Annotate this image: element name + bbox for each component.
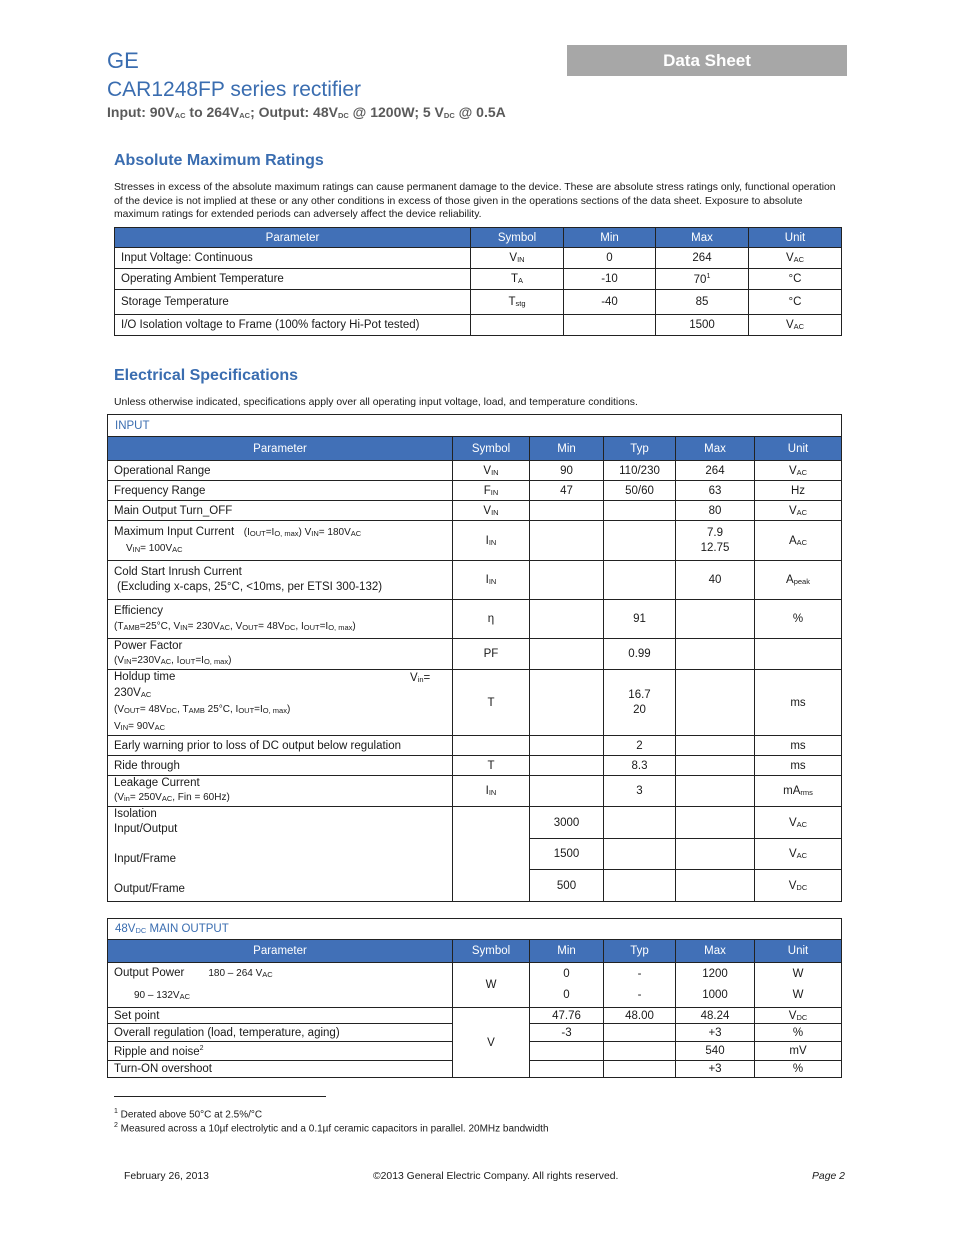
amr-table [114, 227, 842, 336]
cell-unit: $mA_{rms}$ [755, 776, 842, 807]
cell-typ [604, 1061, 676, 1078]
cell-max [676, 756, 755, 776]
table-row [108, 600, 842, 639]
cell-param: Storage Temperature [115, 290, 471, 315]
cell-symbol [453, 807, 530, 902]
table-row [108, 807, 842, 839]
cell-param: I/O Isolation voltage to Frame (100% factory Hi-Pot tested) [115, 315, 471, 336]
cell-typ [604, 870, 676, 902]
footnote-1: $^1$ Derated above 50°C at 2.5%/°C [114, 1108, 263, 1121]
cell-unit: % [755, 1061, 842, 1078]
input-spec-table [107, 414, 842, 902]
col-header: Parameter [108, 437, 453, 461]
cell-typ: 48.00 [604, 1008, 676, 1024]
table-row [108, 756, 842, 776]
cell-param: Power Factor ($V_{IN}=230V_{AC}$, $I_{OUT}=I_{O, max}$) [108, 639, 453, 670]
cell-typ: 3 [604, 776, 676, 807]
cell-symbol: $V_{IN}$ [471, 248, 564, 269]
cell-min: 47.76 [530, 1008, 604, 1024]
es-intro: Unless otherwise indicated, specifications apply over all operating input voltage, load, and temperature conditions. [114, 397, 638, 408]
cell-symbol: η [453, 600, 530, 639]
cell-param: Main Output Turn_OFF [108, 501, 453, 521]
cell-min [530, 561, 604, 600]
cell-typ [604, 807, 676, 839]
cell-unit: ms [755, 736, 842, 756]
cell-unit: $V_{DC}$ [755, 1008, 842, 1024]
cell-symbol: PF [453, 639, 530, 670]
cell-symbol: T [453, 756, 530, 776]
cell-typ [604, 521, 676, 561]
cell-unit: % [755, 1024, 842, 1042]
cell-param: Efficiency ($T_{AMB}=25^\circ C$, $V_{IN}= 230V_{AC}$, $V_{OUT}= 48V_{DC}$, $I_{OUT}=I_{O, max}$) [108, 600, 453, 639]
cell-param: Isolation Input/Output Input/Frame Output/Frame [108, 807, 453, 902]
cell-typ [604, 1042, 676, 1061]
cell-max: 85 [656, 290, 749, 315]
col-header: Max [676, 437, 755, 461]
cell-typ [604, 1024, 676, 1042]
section-heading-row [108, 919, 842, 940]
cell-param: Input Voltage: Continuous [115, 248, 471, 269]
cell-min [530, 600, 604, 639]
cell-unit: $A_{AC}$ [755, 521, 842, 561]
cell-min: -3 [530, 1024, 604, 1042]
cell-symbol: W [453, 963, 530, 1008]
col-header: Unit [755, 437, 842, 461]
cell-max: 80 [676, 501, 755, 521]
cell-unit: W W [755, 963, 842, 1008]
data-sheet-banner: Data Sheet [567, 45, 847, 76]
table-row [108, 776, 842, 807]
cell-symbol: $F_{IN}$ [453, 481, 530, 501]
cell-symbol: $T_{stg}$ [471, 290, 564, 315]
cell-max: 1500 [656, 315, 749, 336]
cell-param: Maximum Input Current $(I_{OUT}=I_{O, max})$ $V_{IN}= 180V_{AC}$ $V_{IN}= 100V_{AC}$ [108, 521, 453, 561]
table-row [108, 736, 842, 756]
col-header: Max [656, 228, 749, 248]
cell-symbol: $V_{IN}$ [453, 461, 530, 481]
table-row [108, 639, 842, 670]
cell-param: Set point [108, 1008, 453, 1024]
cell-param: Output Power 180 – 264 $V_{AC}$ $90 - 132V_{AC}$ [108, 963, 453, 1008]
cell-typ: 110/230 [604, 461, 676, 481]
cell-typ: 16.7 20 [604, 670, 676, 736]
cell-symbol: T [453, 670, 530, 736]
cell-unit: $V_{AC}$ [755, 807, 842, 839]
cell-symbol: $I_{IN}$ [453, 521, 530, 561]
cell-max [676, 839, 755, 870]
cell-typ [604, 561, 676, 600]
cell-min [530, 1061, 604, 1078]
cell-typ: 8.3 [604, 756, 676, 776]
cell-min: 90 [530, 461, 604, 481]
output-spec-table [107, 918, 842, 1078]
cell-unit: ms [755, 756, 842, 776]
col-header: Symbol [471, 228, 564, 248]
cell-max: $70^1$ [656, 269, 749, 290]
product-subtitle: Input: $90V_{AC}$ to $264V_{AC}$; Output: $48V_{DC}$ @ 1200W; 5 $V_{DC}$ @ 0.5A [107, 104, 506, 120]
cell-unit [755, 639, 842, 670]
cell-max [676, 776, 755, 807]
cell-min: -10 [564, 269, 656, 290]
cell-typ: 2 [604, 736, 676, 756]
cell-param: Ripple and noise$^2$ [108, 1042, 453, 1061]
cell-typ: - - [604, 963, 676, 1008]
amr-header-row [115, 228, 842, 248]
cell-param: Holdup time $V_{in}=$ $230V_{AC}$ ($V_{OUT}= 48V_{DC}$, $T_{AMB}$ 25°C, $I_{OUT}=I_{O, max}$) $V_{IN}= 90V_{AC}$ [108, 670, 453, 736]
cell-param: Overall regulation (load, temperature, aging) [108, 1024, 453, 1042]
col-header: Parameter [108, 940, 453, 963]
cell-max [676, 807, 755, 839]
cell-min [530, 670, 604, 736]
col-header: Symbol [453, 437, 530, 461]
cell-typ [604, 839, 676, 870]
table-row [108, 1008, 842, 1024]
cell-param: Turn-ON overshoot [108, 1061, 453, 1078]
cell-max: 48.24 [676, 1008, 755, 1024]
cell-max [676, 736, 755, 756]
cell-param: Leakage Current ($V_{in}= 250V_{AC}$, Fin = 60Hz) [108, 776, 453, 807]
table-row [115, 248, 842, 269]
amr-heading: Absolute Maximum Ratings [114, 152, 324, 169]
cell-max: 264 [676, 461, 755, 481]
cell-min [530, 1042, 604, 1061]
col-header: Min [530, 940, 604, 963]
cell-max: 7.9 12.75 [676, 521, 755, 561]
cell-min: 0 0 [530, 963, 604, 1008]
table-row [115, 315, 842, 336]
cell-max: 1200 1000 [676, 963, 755, 1008]
cell-min: 0 [564, 248, 656, 269]
table-row [108, 670, 842, 736]
product-title: CAR1248FP series rectifier [107, 78, 362, 101]
cell-max: 540 [676, 1042, 755, 1061]
col-header: Min [564, 228, 656, 248]
cell-max: 63 [676, 481, 755, 501]
cell-symbol: V [453, 1008, 530, 1078]
output-section-title: $48V_{DC}$ MAIN OUTPUT [108, 919, 842, 940]
cell-max: +3 [676, 1024, 755, 1042]
cell-unit: °C [749, 290, 842, 315]
cell-param: Frequency Range [108, 481, 453, 501]
cell-max: 40 [676, 561, 755, 600]
cell-min [530, 736, 604, 756]
col-header: Symbol [453, 940, 530, 963]
footnote-2: $^2$ Measured across a 10µf electrolytic and a 0.1µf ceramic capacitors in parallel. 20MHz bandwidth [114, 1122, 549, 1135]
cell-min [530, 521, 604, 561]
cell-max [676, 639, 755, 670]
footer-date: February 26, 2013 [124, 1171, 209, 1182]
cell-symbol: $I_{IN}$ [453, 776, 530, 807]
cell-unit: $V_{AC}$ [749, 315, 842, 336]
output-header-row [108, 940, 842, 963]
cell-unit: $V_{DC}$ [755, 870, 842, 902]
col-header: Unit [755, 940, 842, 963]
cell-unit: $A_{peak}$ [755, 561, 842, 600]
cell-unit: $V_{AC}$ [755, 839, 842, 870]
cell-max: +3 [676, 1061, 755, 1078]
cell-min: -40 [564, 290, 656, 315]
col-header: Typ [604, 940, 676, 963]
amr-intro: Stresses in excess of the absolute maximum ratings can cause permanent damage to the device. These are absolute stress ratings only, functional operation of the device is not implied at these or any other conditions in excess of those given in the operations sections of the data sheet. Exposure to absolute maximum ratings for extended periods can adversely affect the device reliability. [114, 182, 836, 220]
brand-logo-text: GE [107, 48, 139, 73]
cell-symbol [471, 315, 564, 336]
col-header: Max [676, 940, 755, 963]
cell-min: 3000 [530, 807, 604, 839]
col-header: Parameter [115, 228, 471, 248]
cell-unit: mV [755, 1042, 842, 1061]
cell-min [564, 315, 656, 336]
cell-max [676, 870, 755, 902]
cell-max: 264 [656, 248, 749, 269]
cell-unit: ms [755, 670, 842, 736]
section-heading-row [108, 415, 842, 437]
table-row [108, 481, 842, 501]
cell-typ [604, 501, 676, 521]
cell-min [530, 501, 604, 521]
cell-typ: 91 [604, 600, 676, 639]
footer-copyright: ©2013 General Electric Company. All rights reserved. [373, 1171, 619, 1182]
col-header: Typ [604, 437, 676, 461]
cell-param: Ride through [108, 756, 453, 776]
table-row [108, 963, 842, 1008]
cell-unit: Hz [755, 481, 842, 501]
cell-unit: % [755, 600, 842, 639]
cell-param: Operational Range [108, 461, 453, 481]
col-header: Min [530, 437, 604, 461]
table-row [108, 501, 842, 521]
cell-max [676, 600, 755, 639]
cell-param: Operating Ambient Temperature [115, 269, 471, 290]
cell-unit: °C [749, 269, 842, 290]
cell-min: 500 [530, 870, 604, 902]
input-header-row [108, 437, 842, 461]
footnote-divider [114, 1096, 326, 1097]
cell-max [676, 670, 755, 736]
cell-unit: $V_{AC}$ [755, 461, 842, 481]
cell-symbol: $V_{IN}$ [453, 501, 530, 521]
table-row [108, 461, 842, 481]
input-section-title: INPUT [108, 415, 842, 437]
table-row [108, 521, 842, 561]
table-row [108, 561, 842, 600]
cell-min [530, 776, 604, 807]
cell-min [530, 639, 604, 670]
es-heading: Electrical Specifications [114, 367, 299, 384]
cell-param: Early warning prior to loss of DC output below regulation [108, 736, 453, 756]
cell-symbol: $T_A$ [471, 269, 564, 290]
col-header: Unit [749, 228, 842, 248]
cell-unit: $V_{AC}$ [755, 501, 842, 521]
cell-typ: 0.99 [604, 639, 676, 670]
cell-typ: 50/60 [604, 481, 676, 501]
cell-symbol: $I_{IN}$ [453, 561, 530, 600]
table-row [115, 269, 842, 290]
cell-min: 47 [530, 481, 604, 501]
cell-symbol [453, 736, 530, 756]
cell-min: 1500 [530, 839, 604, 870]
cell-param: Cold Start Inrush Current (Excluding x-caps, 25°C, <10ms, per ETSI 300-132) [108, 561, 453, 600]
footer-page-number: Page 2 [812, 1171, 845, 1182]
table-row [115, 290, 842, 315]
cell-min [530, 756, 604, 776]
cell-unit: $V_{AC}$ [749, 248, 842, 269]
